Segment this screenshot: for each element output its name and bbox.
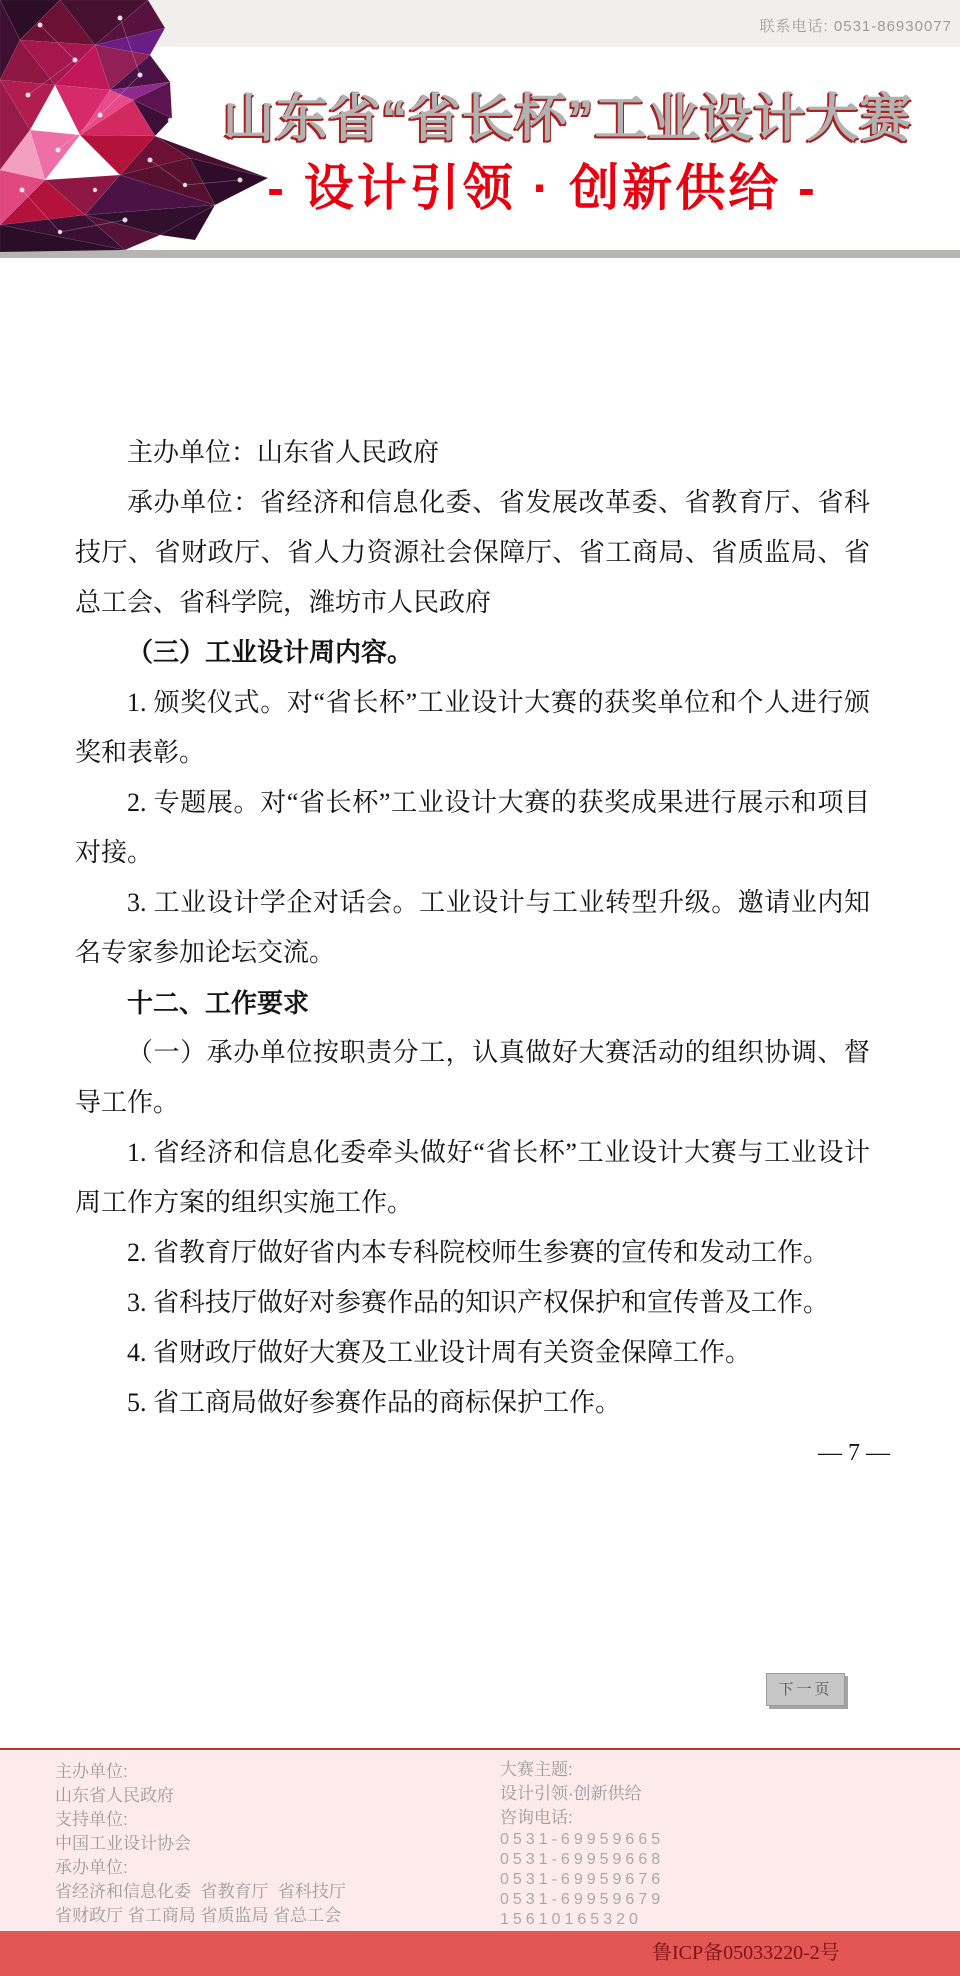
- footer-line: 设计引领·创新供给: [500, 1784, 642, 1803]
- footer-line: 咨询电话:: [500, 1808, 573, 1827]
- document-body: [0, 258, 960, 1428]
- document-paragraph: 4. 省财政厅做好大赛及工业设计周有关资金保障工作。: [127, 1338, 752, 1367]
- document-paragraph: 2. 省教育厅做好省内本专科院校师生参赛的宣传和发动工作。: [127, 1238, 830, 1267]
- document-paragraph: 1. 省经济和信息化委牵头做好“省长杯”工业设计大赛与工业设计周工作方案的组织实施工作。: [75, 1138, 870, 1217]
- document-paragraph: 2. 专题展。对“省长杯”工业设计大赛的获奖成果进行展示和项目对接。: [75, 788, 870, 867]
- footer-line: 15610165320: [500, 1911, 642, 1928]
- footer-line: 省财政厅 省工商局 省质监局 省总工会: [55, 1906, 342, 1925]
- document-paragraph: 1. 颁奖仪式。对“省长杯”工业设计大赛的获奖单位和个人进行颁奖和表彰。: [75, 688, 870, 767]
- footer-line: 支持单位:: [55, 1810, 128, 1829]
- icp-number: 鲁ICP备05033220-2号: [652, 1942, 840, 1964]
- page-number: — 7 —: [818, 1440, 890, 1466]
- document-paragraph: 3. 省科技厅做好对参赛作品的知识产权保护和宣传普及工作。: [127, 1288, 830, 1317]
- footer-line: 0531-69959668: [500, 1851, 665, 1868]
- footer-line: 省经济和信息化委 省教育厅 省科技厅: [55, 1882, 346, 1901]
- document-page: [0, 258, 960, 1478]
- next-page-button[interactable]: 下一页: [766, 1673, 845, 1706]
- page-title: 山东省“省长杯”工业设计大赛: [222, 90, 913, 148]
- icp-bar: [0, 1931, 960, 1976]
- document-paragraph: （三）工业设计周内容。: [127, 638, 414, 667]
- document-paragraph: 5. 省工商局做好参赛作品的商标保护工作。: [127, 1388, 622, 1417]
- footer-line: 大赛主题:: [500, 1760, 573, 1779]
- footer-right-column: [500, 1758, 664, 1930]
- page-subtitle: - 设计引领 · 创新供给 -: [267, 160, 818, 216]
- footer-left-column: [55, 1760, 346, 1928]
- footer: [0, 1748, 960, 1931]
- footer-line: 主办单位:: [55, 1762, 128, 1781]
- footer-line: 0531-69959679: [500, 1891, 665, 1908]
- footer-line: 中国工业设计协会: [55, 1834, 191, 1853]
- document-paragraph: 主办单位：山东省人民政府: [127, 438, 440, 467]
- footer-line: 承办单位:: [55, 1858, 128, 1877]
- footer-line: 山东省人民政府: [55, 1786, 174, 1805]
- document-paragraph: 十二、工作要求: [127, 988, 310, 1018]
- contact-phone: 联系电话: 0531-86930077: [759, 18, 952, 35]
- footer-line: 0531-69959665: [500, 1831, 665, 1848]
- polygon-art-graphic: [0, 0, 320, 252]
- document-paragraph: 承办单位：省经济和信息化委、省发展改革委、省教育厅、省科技厅、省财政厅、省人力资源社会保障厅、省工商局、省质监局、省总工会、省科学院，潍坊市人民政府: [75, 488, 870, 617]
- footer-line: 0531-69959676: [500, 1871, 665, 1888]
- document-paragraph: 3. 工业设计学企对话会。工业设计与工业转型升级。邀请业内知名专家参加论坛交流。: [75, 888, 870, 967]
- document-paragraph: （一）承办单位按职责分工，认真做好大赛活动的组织协调、督导工作。: [75, 1038, 870, 1117]
